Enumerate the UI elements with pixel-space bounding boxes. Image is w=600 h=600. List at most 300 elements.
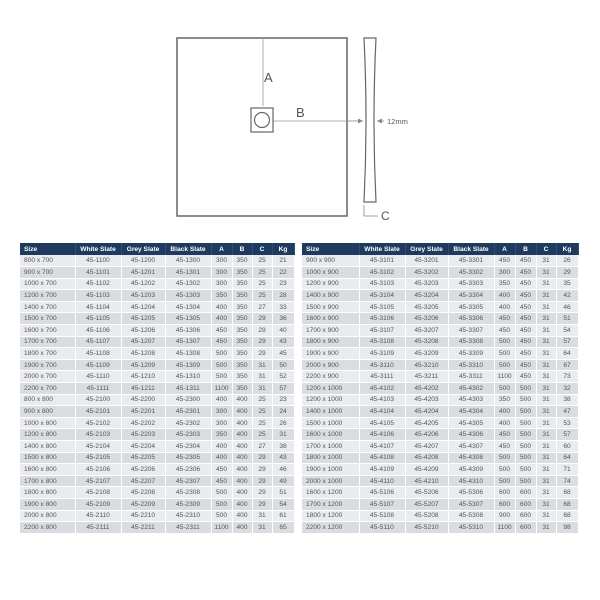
shower-tray-diagram <box>0 0 600 235</box>
cell-b: 500 <box>515 394 536 406</box>
dimension-c-bracket <box>364 205 378 216</box>
cell-a: 450 <box>211 475 232 487</box>
cell-kg: 47 <box>556 406 578 418</box>
cell-c: 31 <box>536 452 556 464</box>
cell-black-slate: 45-3308 <box>448 336 494 348</box>
cell-grey-slate: 45-3209 <box>405 348 448 360</box>
cell-black-slate: 45-1302 <box>165 278 211 290</box>
cell-white-slate: 45-5110 <box>359 522 405 534</box>
cell-kg: 74 <box>556 475 578 487</box>
cell-grey-slate: 45-1210 <box>121 371 165 383</box>
cell-white-slate: 45-3103 <box>359 278 405 290</box>
cell-white-slate: 45-1103 <box>75 290 121 302</box>
cell-white-slate: 45-1110 <box>75 371 121 383</box>
cell-grey-slate: 45-1201 <box>121 267 165 279</box>
cell-size: 1700 x 900 <box>302 325 359 337</box>
cell-c: 31 <box>536 394 556 406</box>
table-row <box>20 301 294 313</box>
cell-b: 350 <box>232 383 252 395</box>
cell-kg: 21 <box>272 255 294 267</box>
cell-kg: 29 <box>556 267 578 279</box>
table-row <box>20 452 294 464</box>
cell-grey-slate: 45-2200 <box>121 394 165 406</box>
header-grey-slate: Grey Slate <box>121 243 165 255</box>
cell-grey-slate: 45-5210 <box>405 522 448 534</box>
cell-b: 500 <box>515 464 536 476</box>
cell-white-slate: 45-3105 <box>359 301 405 313</box>
cell-white-slate: 45-1111 <box>75 383 121 395</box>
cell-size: 1600 x 900 <box>302 313 359 325</box>
cell-a: 450 <box>494 325 515 337</box>
cell-size: 1400 x 900 <box>302 290 359 302</box>
cell-black-slate: 45-3306 <box>448 313 494 325</box>
cell-grey-slate: 45-2206 <box>121 464 165 476</box>
cell-size: 1800 x 900 <box>302 336 359 348</box>
cell-grey-slate: 45-2205 <box>121 452 165 464</box>
cell-b: 350 <box>232 290 252 302</box>
cell-size: 1000 x 800 <box>20 417 75 429</box>
table-row <box>20 441 294 453</box>
cell-b: 600 <box>515 487 536 499</box>
cell-c: 31 <box>536 336 556 348</box>
cell-kg: 67 <box>556 359 578 371</box>
cell-size: 900 x 800 <box>20 406 75 418</box>
cell-grey-slate: 45-2207 <box>121 475 165 487</box>
cell-white-slate: 45-2110 <box>75 510 121 522</box>
cell-grey-slate: 45-1204 <box>121 301 165 313</box>
cell-size: 1700 x 800 <box>20 475 75 487</box>
cell-c: 31 <box>536 301 556 313</box>
cell-c: 31 <box>536 255 556 267</box>
cell-grey-slate: 45-3211 <box>405 371 448 383</box>
cell-size: 1500 x 1000 <box>302 417 359 429</box>
cell-a: 1100 <box>494 522 515 534</box>
dimension-a-label: A <box>264 70 273 85</box>
cell-black-slate: 45-2305 <box>165 452 211 464</box>
cell-c: 31 <box>252 371 272 383</box>
cell-white-slate: 45-3106 <box>359 313 405 325</box>
cell-kg: 32 <box>556 383 578 395</box>
cell-grey-slate: 45-1209 <box>121 359 165 371</box>
cell-b: 400 <box>232 406 252 418</box>
table-row <box>302 406 578 418</box>
cell-black-slate: 45-3309 <box>448 348 494 360</box>
cell-c: 31 <box>536 325 556 337</box>
cell-size: 2000 x 700 <box>20 371 75 383</box>
cell-grey-slate: 45-3205 <box>405 301 448 313</box>
cell-black-slate: 45-1307 <box>165 336 211 348</box>
cell-grey-slate: 45-1202 <box>121 278 165 290</box>
cell-a: 400 <box>211 301 232 313</box>
cell-a: 900 <box>494 510 515 522</box>
cell-size: 1500 x 900 <box>302 301 359 313</box>
table-row <box>20 510 294 522</box>
cell-b: 500 <box>515 429 536 441</box>
cell-c: 31 <box>536 510 556 522</box>
cell-a: 400 <box>211 441 232 453</box>
cell-b: 400 <box>232 441 252 453</box>
cell-grey-slate: 45-5206 <box>405 487 448 499</box>
cell-kg: 73 <box>556 371 578 383</box>
cell-white-slate: 45-1105 <box>75 313 121 325</box>
cell-white-slate: 45-4105 <box>359 417 405 429</box>
cell-black-slate: 45-2310 <box>165 510 211 522</box>
cell-size: 2200 x 1200 <box>302 522 359 534</box>
cell-b: 400 <box>232 522 252 534</box>
cell-kg: 57 <box>556 429 578 441</box>
cell-black-slate: 45-3311 <box>448 371 494 383</box>
cell-kg: 64 <box>556 452 578 464</box>
cell-a: 400 <box>211 452 232 464</box>
table-row <box>20 522 294 534</box>
cell-a: 400 <box>494 417 515 429</box>
cell-size: 1400 x 700 <box>20 301 75 313</box>
cell-white-slate: 45-5108 <box>359 510 405 522</box>
cell-b: 400 <box>232 464 252 476</box>
cell-kg: 65 <box>272 522 294 534</box>
cell-grey-slate: 45-4202 <box>405 383 448 395</box>
cell-size: 2000 x 1000 <box>302 475 359 487</box>
cell-b: 350 <box>232 278 252 290</box>
cell-black-slate: 45-1311 <box>165 383 211 395</box>
cell-white-slate: 45-2103 <box>75 429 121 441</box>
cell-b: 450 <box>515 336 536 348</box>
cell-a: 500 <box>211 510 232 522</box>
header-kg: Kg <box>272 243 294 255</box>
cell-b: 450 <box>515 255 536 267</box>
cell-black-slate: 45-4308 <box>448 452 494 464</box>
cell-grey-slate: 45-3206 <box>405 313 448 325</box>
cell-black-slate: 45-4306 <box>448 429 494 441</box>
cell-a: 400 <box>494 290 515 302</box>
cell-grey-slate: 45-4204 <box>405 406 448 418</box>
table-row <box>302 464 578 476</box>
cell-a: 300 <box>211 417 232 429</box>
cell-kg: 45 <box>272 348 294 360</box>
cell-white-slate: 45-3111 <box>359 371 405 383</box>
cell-white-slate: 45-1106 <box>75 325 121 337</box>
cell-c: 29 <box>252 348 272 360</box>
cell-c: 27 <box>252 441 272 453</box>
cell-black-slate: 45-3304 <box>448 290 494 302</box>
table-row <box>20 475 294 487</box>
cell-black-slate: 45-2308 <box>165 487 211 499</box>
cell-a: 300 <box>211 406 232 418</box>
cell-a: 600 <box>494 487 515 499</box>
cell-a: 350 <box>494 278 515 290</box>
cell-c: 31 <box>536 487 556 499</box>
cell-b: 350 <box>232 359 252 371</box>
cell-size: 1700 x 1200 <box>302 498 359 510</box>
cell-b: 500 <box>515 452 536 464</box>
cell-size: 1600 x 1000 <box>302 429 359 441</box>
cell-white-slate: 45-3109 <box>359 348 405 360</box>
waste-outlet-icon <box>251 108 273 132</box>
header-a: A <box>494 243 515 255</box>
cell-b: 500 <box>515 441 536 453</box>
table-row <box>302 475 578 487</box>
cell-a: 1100 <box>494 371 515 383</box>
cell-grey-slate: 45-4209 <box>405 464 448 476</box>
cell-black-slate: 45-2303 <box>165 429 211 441</box>
cell-c: 31 <box>252 510 272 522</box>
cell-grey-slate: 45-2203 <box>121 429 165 441</box>
cell-white-slate: 45-3104 <box>359 290 405 302</box>
cell-b: 600 <box>515 510 536 522</box>
table-row <box>20 487 294 499</box>
cell-white-slate: 45-3107 <box>359 325 405 337</box>
cell-c: 31 <box>536 441 556 453</box>
header-b: B <box>232 243 252 255</box>
cell-grey-slate: 45-3204 <box>405 290 448 302</box>
cell-kg: 22 <box>272 267 294 279</box>
tray-side-profile <box>364 38 376 202</box>
cell-c: 31 <box>536 383 556 395</box>
cell-white-slate: 45-1109 <box>75 359 121 371</box>
cell-b: 450 <box>515 301 536 313</box>
cell-grey-slate: 45-4205 <box>405 417 448 429</box>
table-row <box>302 336 578 348</box>
cell-b: 500 <box>515 475 536 487</box>
cell-size: 1900 x 800 <box>20 498 75 510</box>
table-header-row <box>20 243 294 255</box>
cell-b: 500 <box>515 406 536 418</box>
cell-kg: 23 <box>272 278 294 290</box>
table-row <box>302 429 578 441</box>
table-row <box>302 278 578 290</box>
header-black-slate: Black Slate <box>165 243 211 255</box>
cell-c: 31 <box>536 267 556 279</box>
cell-b: 500 <box>515 417 536 429</box>
cell-grey-slate: 45-5207 <box>405 498 448 510</box>
cell-kg: 23 <box>272 394 294 406</box>
header-a: A <box>211 243 232 255</box>
table-row <box>20 348 294 360</box>
cell-black-slate: 45-3307 <box>448 325 494 337</box>
cell-black-slate: 45-2302 <box>165 417 211 429</box>
cell-b: 500 <box>515 383 536 395</box>
cell-a: 400 <box>494 301 515 313</box>
cell-kg: 35 <box>556 278 578 290</box>
cell-b: 350 <box>232 325 252 337</box>
cell-kg: 71 <box>556 464 578 476</box>
cell-black-slate: 45-2306 <box>165 464 211 476</box>
cell-white-slate: 45-5107 <box>359 498 405 510</box>
cell-kg: 42 <box>556 290 578 302</box>
table-row <box>20 406 294 418</box>
table-row <box>302 348 578 360</box>
cell-white-slate: 45-2101 <box>75 406 121 418</box>
cell-b: 350 <box>232 313 252 325</box>
cell-c: 31 <box>536 522 556 534</box>
table-row <box>20 371 294 383</box>
cell-size: 1500 x 700 <box>20 313 75 325</box>
cell-kg: 28 <box>272 290 294 302</box>
header-white-slate: White Slate <box>75 243 121 255</box>
cell-kg: 98 <box>556 522 578 534</box>
cell-a: 350 <box>211 429 232 441</box>
cell-kg: 61 <box>272 510 294 522</box>
cell-b: 450 <box>515 313 536 325</box>
header-size: Size <box>20 243 75 255</box>
table-header-row <box>302 243 578 255</box>
cell-c: 29 <box>252 498 272 510</box>
cell-size: 2200 x 900 <box>302 371 359 383</box>
cell-grey-slate: 45-4208 <box>405 452 448 464</box>
cell-kg: 31 <box>272 429 294 441</box>
cell-kg: 38 <box>272 441 294 453</box>
cell-b: 450 <box>515 290 536 302</box>
table-row <box>302 510 578 522</box>
cell-white-slate: 45-2100 <box>75 394 121 406</box>
cell-black-slate: 45-1308 <box>165 348 211 360</box>
cell-grey-slate: 45-4206 <box>405 429 448 441</box>
table-row <box>20 417 294 429</box>
cell-c: 25 <box>252 394 272 406</box>
dimension-b-label: B <box>296 105 305 120</box>
cell-grey-slate: 45-3203 <box>405 278 448 290</box>
table-row <box>20 325 294 337</box>
cell-kg: 64 <box>556 348 578 360</box>
size-table-left <box>20 243 295 534</box>
thickness-label: 12mm <box>387 117 408 126</box>
cell-white-slate: 45-4104 <box>359 406 405 418</box>
table-row <box>20 394 294 406</box>
cell-kg: 46 <box>272 464 294 476</box>
cell-white-slate: 45-1108 <box>75 348 121 360</box>
size-table-right <box>302 243 579 534</box>
cell-size: 2000 x 800 <box>20 510 75 522</box>
table-row <box>20 290 294 302</box>
cell-white-slate: 45-2108 <box>75 487 121 499</box>
cell-c: 31 <box>536 278 556 290</box>
cell-b: 350 <box>232 348 252 360</box>
cell-black-slate: 45-5310 <box>448 522 494 534</box>
cell-grey-slate: 45-4207 <box>405 441 448 453</box>
cell-a: 600 <box>494 498 515 510</box>
table-row <box>302 498 578 510</box>
cell-c: 31 <box>536 429 556 441</box>
cell-b: 450 <box>515 371 536 383</box>
cell-c: 31 <box>536 475 556 487</box>
cell-grey-slate: 45-1205 <box>121 313 165 325</box>
cell-b: 400 <box>232 510 252 522</box>
cell-a: 400 <box>211 313 232 325</box>
cell-grey-slate: 45-3208 <box>405 336 448 348</box>
cell-white-slate: 45-5106 <box>359 487 405 499</box>
cell-a: 450 <box>211 325 232 337</box>
cell-size: 1000 x 700 <box>20 278 75 290</box>
cell-black-slate: 45-4310 <box>448 475 494 487</box>
cell-b: 400 <box>232 452 252 464</box>
cell-c: 29 <box>252 313 272 325</box>
cell-a: 500 <box>211 348 232 360</box>
cell-c: 29 <box>252 464 272 476</box>
cell-grey-slate: 45-3207 <box>405 325 448 337</box>
table-row <box>302 417 578 429</box>
cell-black-slate: 45-1301 <box>165 267 211 279</box>
cell-white-slate: 45-2107 <box>75 475 121 487</box>
cell-size: 1200 x 1000 <box>302 383 359 395</box>
cell-c: 27 <box>252 301 272 313</box>
cell-grey-slate: 45-2202 <box>121 417 165 429</box>
header-c: C <box>536 243 556 255</box>
cell-b: 350 <box>232 267 252 279</box>
cell-c: 31 <box>252 383 272 395</box>
cell-black-slate: 45-5307 <box>448 498 494 510</box>
table-row <box>302 359 578 371</box>
cell-kg: 40 <box>272 325 294 337</box>
cell-kg: 24 <box>272 406 294 418</box>
cell-b: 600 <box>515 498 536 510</box>
cell-grey-slate: 45-4203 <box>405 394 448 406</box>
cell-c: 31 <box>536 417 556 429</box>
cell-size: 1800 x 700 <box>20 348 75 360</box>
cell-a: 500 <box>494 348 515 360</box>
cell-size: 1500 x 800 <box>20 452 75 464</box>
table-row <box>20 255 294 267</box>
cell-black-slate: 45-2300 <box>165 394 211 406</box>
cell-white-slate: 45-2105 <box>75 452 121 464</box>
cell-grey-slate: 45-3210 <box>405 359 448 371</box>
cell-kg: 68 <box>556 498 578 510</box>
cell-c: 25 <box>252 429 272 441</box>
table-row <box>20 498 294 510</box>
cell-white-slate: 45-1100 <box>75 255 121 267</box>
cell-grey-slate: 45-1206 <box>121 325 165 337</box>
cell-grey-slate: 45-2211 <box>121 522 165 534</box>
cell-white-slate: 45-4109 <box>359 464 405 476</box>
cell-a: 300 <box>211 255 232 267</box>
cell-grey-slate: 45-2204 <box>121 441 165 453</box>
cell-kg: 36 <box>272 313 294 325</box>
table-row <box>20 336 294 348</box>
cell-black-slate: 45-5308 <box>448 510 494 522</box>
cell-size: 1600 x 700 <box>20 325 75 337</box>
cell-b: 450 <box>515 267 536 279</box>
cell-black-slate: 45-3305 <box>448 301 494 313</box>
cell-kg: 57 <box>556 336 578 348</box>
cell-a: 500 <box>494 475 515 487</box>
cell-black-slate: 45-4303 <box>448 394 494 406</box>
cell-kg: 33 <box>272 301 294 313</box>
cell-c: 31 <box>536 371 556 383</box>
cell-size: 1400 x 1000 <box>302 406 359 418</box>
table-row <box>302 325 578 337</box>
cell-black-slate: 45-4305 <box>448 417 494 429</box>
cell-white-slate: 45-3110 <box>359 359 405 371</box>
cell-black-slate: 45-3310 <box>448 359 494 371</box>
header-size: Size <box>302 243 359 255</box>
table-row <box>302 301 578 313</box>
header-b: B <box>515 243 536 255</box>
cell-size: 2200 x 800 <box>20 522 75 534</box>
dimension-c-label: C <box>381 209 390 223</box>
cell-a: 450 <box>494 313 515 325</box>
cell-c: 29 <box>252 487 272 499</box>
cell-black-slate: 45-2309 <box>165 498 211 510</box>
cell-grey-slate: 45-1207 <box>121 336 165 348</box>
cell-black-slate: 45-4309 <box>448 464 494 476</box>
cell-size: 1200 x 800 <box>20 429 75 441</box>
cell-kg: 43 <box>272 336 294 348</box>
cell-kg: 68 <box>556 487 578 499</box>
cell-b: 600 <box>515 522 536 534</box>
cell-kg: 60 <box>556 441 578 453</box>
cell-a: 500 <box>494 464 515 476</box>
cell-size: 1200 x 700 <box>20 290 75 302</box>
cell-white-slate: 45-3101 <box>359 255 405 267</box>
